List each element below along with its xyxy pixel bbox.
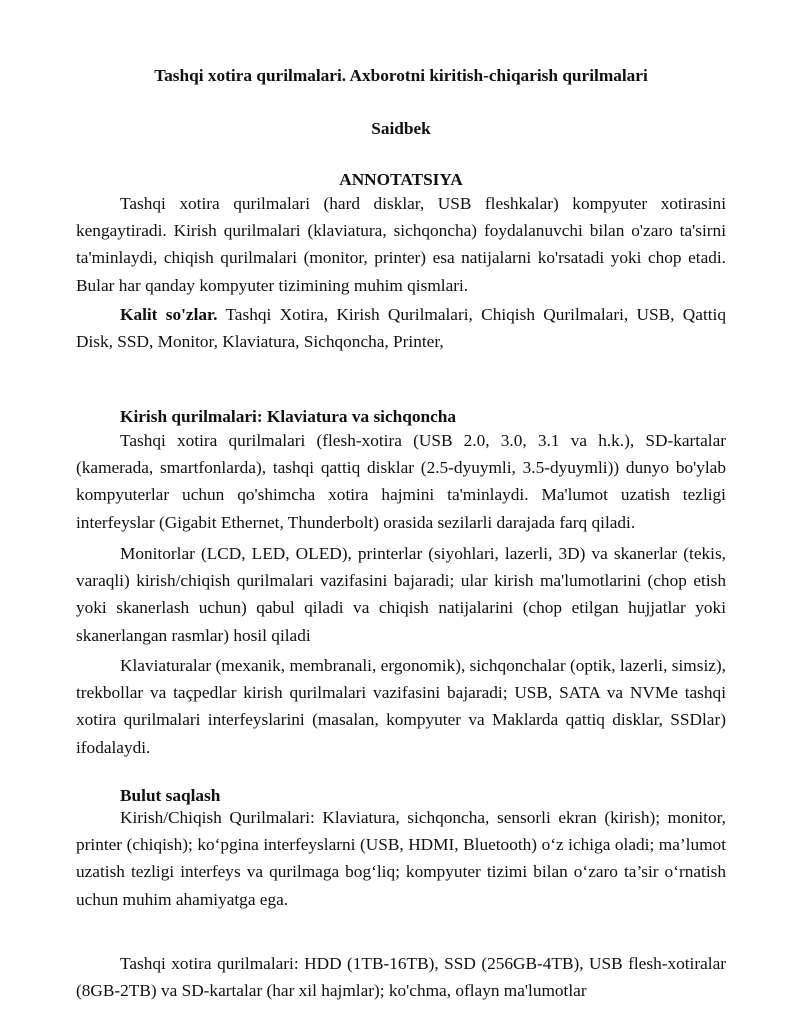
keywords-text: Tashqi Xotira, Kirish Qurilmalari, Chiqish Qurilmalari, USB, Qattiq Disk, SSD, Monitor, Klaviatura, Sichqoncha, Printer, bbox=[76, 305, 726, 352]
paper-author: Saidbek bbox=[371, 119, 431, 138]
section2-paragraph-2: Tashqi xotira qurilmalari: HDD (1TB-16TB), SSD (256GB-4TB), USB flesh-xotiralar (8GB-2TB) va SD-kartalar (har xil hajmlar); ko'chma, oflayn ma'lumotlar bbox=[76, 954, 726, 1001]
section1-paragraph-1: Tashqi xotira qurilmalari (flesh-xotira (USB 2.0, 3.0, 3.1 va h.k.), SD-kartalar (kamerada, smartfonlarda), tashqi qattiq disklar (2.5-dyuymli, 3.5-dyuymli)) dunyo bo'ylab kompyuterlar uchun qo'shimcha xotira hajmini ta'minlaydi. Ma'lumot uzatish tezligi interfeyslar (Gigabit Ethernet, Thunderbolt) orasida sezilarli darajada farq qiladi. bbox=[76, 431, 726, 532]
section-heading-input-devices: Kirish qurilmalari: Klaviatura va sichqoncha bbox=[120, 407, 457, 426]
section-heading-cloud-storage: Bulut saqlash bbox=[120, 786, 221, 805]
abstract-text: Tashqi xotira qurilmalari (hard disklar, USB fleshkalar) kompyuter xotirasini kengaytiradi. Kirish qurilmalari (klaviatura, sichqoncha) foydalanuvchi bilan o'zaro ta'sirni ta'minlaydi, chiqish qurilmalari (monitor, printer) esa natijalarni ko'rsatadi yoki chop etadi. Bular har qanday kompyuter tizimining muhim qismlari. bbox=[76, 194, 726, 295]
section1-paragraph-2: Monitorlar (LCD, LED, OLED), printerlar (siyohlari, lazerli, 3D) va skanerlar (tekis, varaqli) kirish/chiqish qurilmalari vazifasini bajaradi; ular kirish ma'lumotlarini (chop etish yoki skanerlash uchun) qabul qiladi va chiqish natijalarini (chop etilgan hujjatlar yoki skanerlangan rasmlar) hosil qiladi bbox=[76, 544, 726, 645]
abstract-heading: ANNOTATSIYA bbox=[339, 170, 463, 189]
section1-paragraph-3: Klaviaturalar (mexanik, membranali, ergonomik), sichqonchalar (optik, lazerli, simsiz), trekbollar va taçpedlar kirish qurilmalari vazifasini bajaradi; USB, SATA va NVMe tashqi xotira qurilmalari interfeyslarini (masalan, kompyuter va Maklarda qattiq disklar, SSDlar) ifodalaydi. bbox=[76, 656, 726, 757]
paper-title: Tashqi xotira qurilmalari. Axborotni kiritish-chiqarish qurilmalari bbox=[154, 66, 648, 85]
section2-paragraph-1: Kirish/Chiqish Qurilmalari: Klaviatura, sichqoncha, sensorli ekran (kirish); monitor, printer (chiqish); ko‘pgina interfeyslarni (USB, HDMI, Bluetooth) o‘z ichiga oladi; ma’lumot uzatish tezligi interfeys va qurilmaga bog‘liq; kompyuter tizimi bilan o‘zaro ta’sir o‘rnatish uchun muhim ahamiyatga ega. bbox=[76, 808, 726, 909]
keywords-paragraph bbox=[76, 301, 726, 355]
keywords-label: Kalit so'zlar. bbox=[120, 305, 218, 324]
